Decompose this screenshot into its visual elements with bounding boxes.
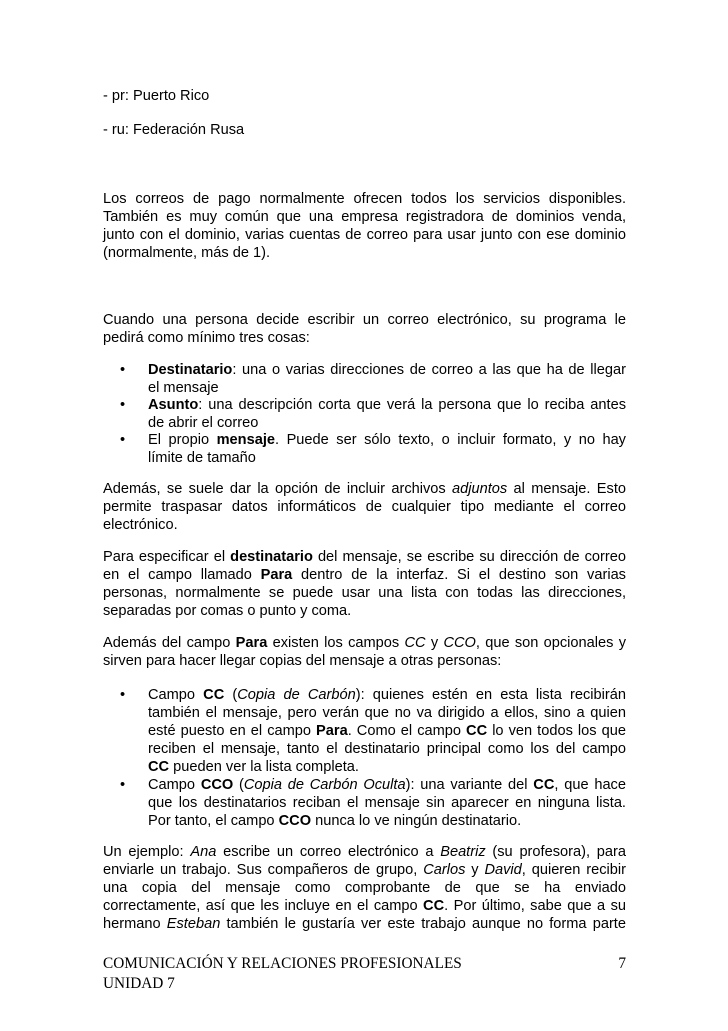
text-line: una copia del mensaje como comprobante de que se ha enviado — [103, 880, 626, 896]
text-line: personas, normalmente se puede usar una lista con todas las direcciones, — [103, 585, 626, 601]
bullet-icon: • — [120, 397, 126, 413]
list-item: reciben el mensaje, tanto el destinatario principal como los del campo — [148, 741, 626, 757]
list-item: esté puesto en el campo Para. Como el campo CC lo ven todos los que — [148, 723, 626, 739]
text-line: sirven para hacer llegar copias del mensaje a otras personas: — [103, 653, 502, 669]
text-line: Para especificar el destinatario del mensaje, se escribe su dirección de correo — [103, 549, 626, 565]
page-footer — [103, 954, 626, 994]
footer-unit: UNIDAD 7 — [103, 975, 175, 992]
list-item: Asunto: una descripción corta que verá la persona que lo reciba antes — [148, 397, 626, 413]
text-line: También es muy común que una empresa registradora de dominios venda, — [103, 209, 626, 225]
list-item: Destinatario: una o varias direcciones de correo a las que ha de llegar — [148, 362, 626, 378]
text-line: enviarle un trabajo. Sus compañeros de grupo, Carlos y David, quieren recibir — [103, 862, 627, 878]
bullet-icon: • — [120, 777, 126, 793]
list-item: de abrir el correo — [148, 415, 259, 431]
text-line: en el campo llamado Para dentro de la interfaz. Si el destino son varias — [103, 567, 626, 583]
list-item: el mensaje — [148, 380, 219, 396]
text-line: hermano Esteban también le gustaría ver este trabajo aunque no forma parte — [103, 916, 626, 932]
list-item: Campo CCO (Copia de Carbón Oculta): una variante del CC, que hace — [148, 777, 626, 793]
footer-title: COMUNICACIÓN Y RELACIONES PROFESIONALES — [103, 955, 462, 972]
bullet-icon: • — [120, 362, 126, 378]
text-line: separadas por comas o punto y coma. — [103, 603, 352, 619]
text-line: pedirá como mínimo tres cosas: — [103, 330, 310, 346]
list-item: El propio mensaje. Puede ser sólo texto, o incluir formato, y no hay — [148, 432, 626, 448]
text-line: - ru: Federación Rusa — [103, 122, 245, 138]
list-item: Por tanto, el campo CCO nunca lo ve ningún destinatario. — [148, 813, 522, 829]
text-line: Un ejemplo: Ana escribe un correo electrónico a Beatriz (su profesora), para — [103, 844, 626, 860]
text-line: permite traspasar datos informáticos de cualquier tipo mediante el correo — [103, 499, 626, 515]
list-item: que los destinatarios reciban el mensaje sin aparecer en ninguna lista. — [148, 795, 626, 811]
text-line: Cuando una persona decide escribir un correo electrónico, su programa le — [103, 312, 626, 328]
list-item: límite de tamaño — [148, 450, 256, 466]
text-line: Además, se suele dar la opción de incluir archivos adjuntos al mensaje. Esto — [103, 481, 626, 497]
text-line: correctamente, así que les incluye en el campo CC. Por último, sabe que a su — [103, 898, 626, 914]
page-number: 7 — [618, 955, 626, 972]
text-line: electrónico. — [103, 517, 178, 533]
text-line: Los correos de pago normalmente ofrecen todos los servicios disponibles. — [103, 191, 626, 207]
bullet-icon: • — [120, 687, 126, 703]
bullet-icon: • — [120, 432, 126, 448]
text-line: - pr: Puerto Rico — [103, 88, 210, 104]
text-line: (normalmente, más de 1). — [103, 245, 271, 261]
list-item: Campo CC (Copia de Carbón): quienes estén en esta lista recibirán — [148, 687, 626, 703]
list-item: también el mensaje, pero verán que no va dirigido a ellos, sino a quien — [148, 705, 626, 721]
text-line: Además del campo Para existen los campos CC y CCO, que son opcionales y — [103, 635, 627, 651]
text-line: junto con el dominio, varias cuentas de correo para usar junto con ese dominio — [103, 227, 626, 243]
list-item: CC pueden ver la lista completa. — [148, 759, 359, 775]
